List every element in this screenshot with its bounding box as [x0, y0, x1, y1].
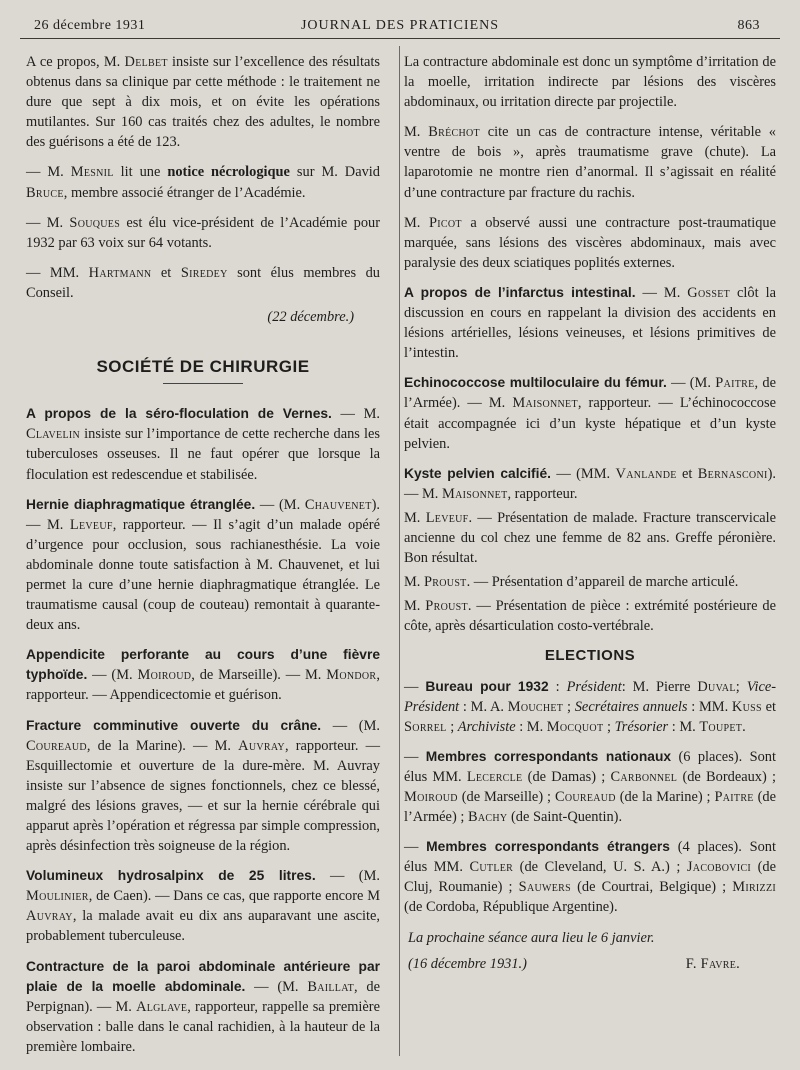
title-rule — [163, 383, 243, 384]
article-kyste-pelvien: Kyste pelvien calcifié. — (MM. Vanlande et Bernasconi). — M. Maisonnet, rapporteur. — [404, 465, 776, 502]
paragraph-picot: M. Picot a observé aussi une contracture post-traumatique marquée, sans lésions des viscères abdominaux, mais avec paralysie des deux sciatiques poplités externes. — [404, 214, 776, 271]
author-signature: F. Favre. — [685, 955, 740, 972]
article-echinococcose: Echinococcose multiloculaire du fémur. — (M. Paitre, de l’Armée). — M. Maisonnet, rapporteur. — L’échinococcose était accompagnée ici d’un kyste hépatique et d’un kyste pelvien. — [404, 375, 776, 452]
author-name: Souques — [69, 214, 121, 231]
elections-etrangers: — Membres correspondants étrangers (4 places). Sont élus MM. Cutler (de Cleveland, U. S. A.) ; Jacobovici (de Cluj, Roumanie) ; Sauwers (de Courtrai, Belgique) ; Mirizzi (de Cordoba, République Argentine). — [404, 839, 777, 916]
page-number: 863 — [737, 18, 760, 33]
session-date: (22 décembre.) — [267, 309, 354, 326]
elections-title: ELECTIONS — [544, 647, 636, 665]
paragraph-souques: — M. Souques est élu vice-président de l’Académie pour 1932 par 63 voix sur 64 votants. — [26, 214, 380, 251]
article-hernie: Hernie diaphragmatique étranglée. — (M. Chauvenet). — M. Leveuf, rapporteur. — Il s’agit d’un malade opéré d’urgence pour occlusion, sous rachianesthésie. La voie abdominale donne toute satisfaction à M. Chauvenet, et lui permet la cure d’une hernie diaphragmatique étranglée. Le traumatisme causal (coup de couteau) remontait à quarante-deux ans. — [26, 496, 380, 634]
article-title: Fracture comminutive ouverte du crâne. — [26, 717, 322, 733]
section-title: SOCIÉTÉ DE CHIRURGIE — [96, 357, 310, 377]
page-header — [20, 18, 780, 39]
article-hydrosalpinx: Volumineux hydrosalpinx de 25 litres. — (M. Moulinier, de Caen). — Dans ce cas, que rapporte encore M Auvray, la malade avait eu dix ans auparavant une ascite, probablement tuberculeuse. — [26, 868, 380, 945]
article-sero-floculation: A propos de la séro-floculation de Vernes. — M. Clavelin insiste sur l’importance de cette recherche dans les tuberculoses osseuses. Il ne faut opérer que lorsque la floculation est redescendue et stabilisée. — [26, 406, 380, 483]
elections-bureau: — Bureau pour 1932 : Président: M. Pierre Duval; Vice-Président : M. A. Mouchet ; Secrétaires annuels : MM. Kuss et Sorrel ; Archiviste : M. Mocquot ; Trésorier : M. Toupet. — [404, 678, 777, 735]
paragraph-brechot: M. Bréchot cite un cas de contracture intense, véritable « ventre de bois », après traumatisme grave (chute). La laparotomie ne montre rien d’anormal. Il s’agissait en réalité d’une contracture par fracture du rachis. — [404, 124, 776, 201]
paragraph-conseil: — MM. Hartmann et Siredey sont élus membres du Conseil. — [26, 264, 380, 301]
article-title: A propos de la séro-floculation de Vernes. — [26, 406, 332, 422]
paragraph-proust-2: M. Proust. — Présentation de pièce : extrémité postérieure de côte, après désarticulation costo-vertébrale. — [404, 598, 776, 635]
elections-nationaux: — Membres correspondants nationaux (6 places). Sont élus MM. Lecercle (de Damas) ; Carbonnel (de Bordeaux) ; Moiroud (de Marseille) ; Coureaud (de la Marine) ; Paitre (de l’Armée) ; Bachy (de Saint-Quentin). — [404, 748, 776, 826]
right-column — [404, 52, 776, 974]
article-title: Volumineux hydrosalpinx de 25 litres. — [26, 868, 316, 884]
article-contracture: Contracture de la paroi abdominale antérieure par plaie de la moelle abdominale. — (M. Baillat, de Perpignan). — M. Alglave, rapporteur, rappelle sa première observation : balle dans le canal rachidien, à la hauteur de la première lombaire. — [26, 958, 381, 1055]
article-title: A propos de l’infarctus intestinal. — [404, 284, 636, 300]
paragraph-proust-1: M. Proust. — Présentation d’appareil de marche articulé. — [404, 574, 739, 591]
paragraph-delbet: A ce propos, M. Delbet insiste sur l’excellence des résultats obtenus dans sa clinique par cette méthode : le traitement ne dure que sept à dix mois, et on évite les opérations mutilantes. Sur 160 cas traités chez des adultes, le nombre des guérisons a été de 123. — [26, 54, 380, 151]
article-infarctus: A propos de l’infarctus intestinal. — M. Gosset clôt la discussion en cours en rappelant la division des accidents en lésions artérielles, lésions veineuses, et lésions primitives de l’intestin. — [404, 284, 776, 362]
paragraph-leveuf: M. Leveuf. — Présentation de malade. Fracture transcervicale ancienne du col chez une femme de 82 ans. Greffe péronière. Bon résultat. — [404, 509, 776, 567]
paragraph-mesnil: — M. Mesnil lit une notice nécrologique sur M. David Bruce, membre associé étranger de l’Académie. — [26, 164, 380, 201]
column-divider — [399, 46, 400, 1056]
article-title: Appendicite perforante au cours d’une fièvre typhoïde. — [26, 647, 380, 683]
article-title: Contracture de la paroi abdominale antérieure par plaie de la moelle abdominale. — [26, 958, 380, 994]
left-column — [26, 52, 380, 1067]
closing-line — [404, 954, 776, 974]
journal-title: JOURNAL DES PRATICIENS — [300, 18, 500, 33]
closing-date: (16 décembre 1931.) — [408, 955, 527, 972]
author-name: Mesnil — [70, 164, 114, 181]
author-name: Delbet — [124, 54, 168, 70]
article-fracture-crane: Fracture comminutive ouverte du crâne. — (M. Coureaud, de la Marine). — M. Auvray, rapporteur. — Esquillectomie et ouverture de la dure-mère. M. Auvray insiste sur l’absence de signes fonctionnels, chez ce blessé, malgré des lésions graves, — et sur la hernie cérébrale qui apparut après l’opération et régressa par simple compression, après désinfection très soigneuse de la région. — [26, 717, 380, 855]
article-appendicite: Appendicite perforante au cours d’une fièvre typhoïde. — (M. Moiroud, de Marseille). — M. Mondor, rapporteur. — Appendicectomie et guérison. — [26, 647, 380, 704]
article-title: Echinococcose multiloculaire du fémur. — [404, 375, 667, 391]
next-session-notice: La prochaine séance aura lieu le 6 janvier. — [408, 929, 655, 946]
header-date: 26 décembre 1931 — [34, 18, 146, 33]
article-title: Kyste pelvien calcifié. — [404, 465, 551, 481]
article-title: Hernie diaphragmatique étranglée. — [26, 496, 256, 512]
paragraph-contracture-continued: La contracture abdominale est donc un symptôme d’irritation de la moelle, irritation indirecte par lésions des viscères abdominaux, ou irritation directe par projectile. — [404, 54, 776, 111]
